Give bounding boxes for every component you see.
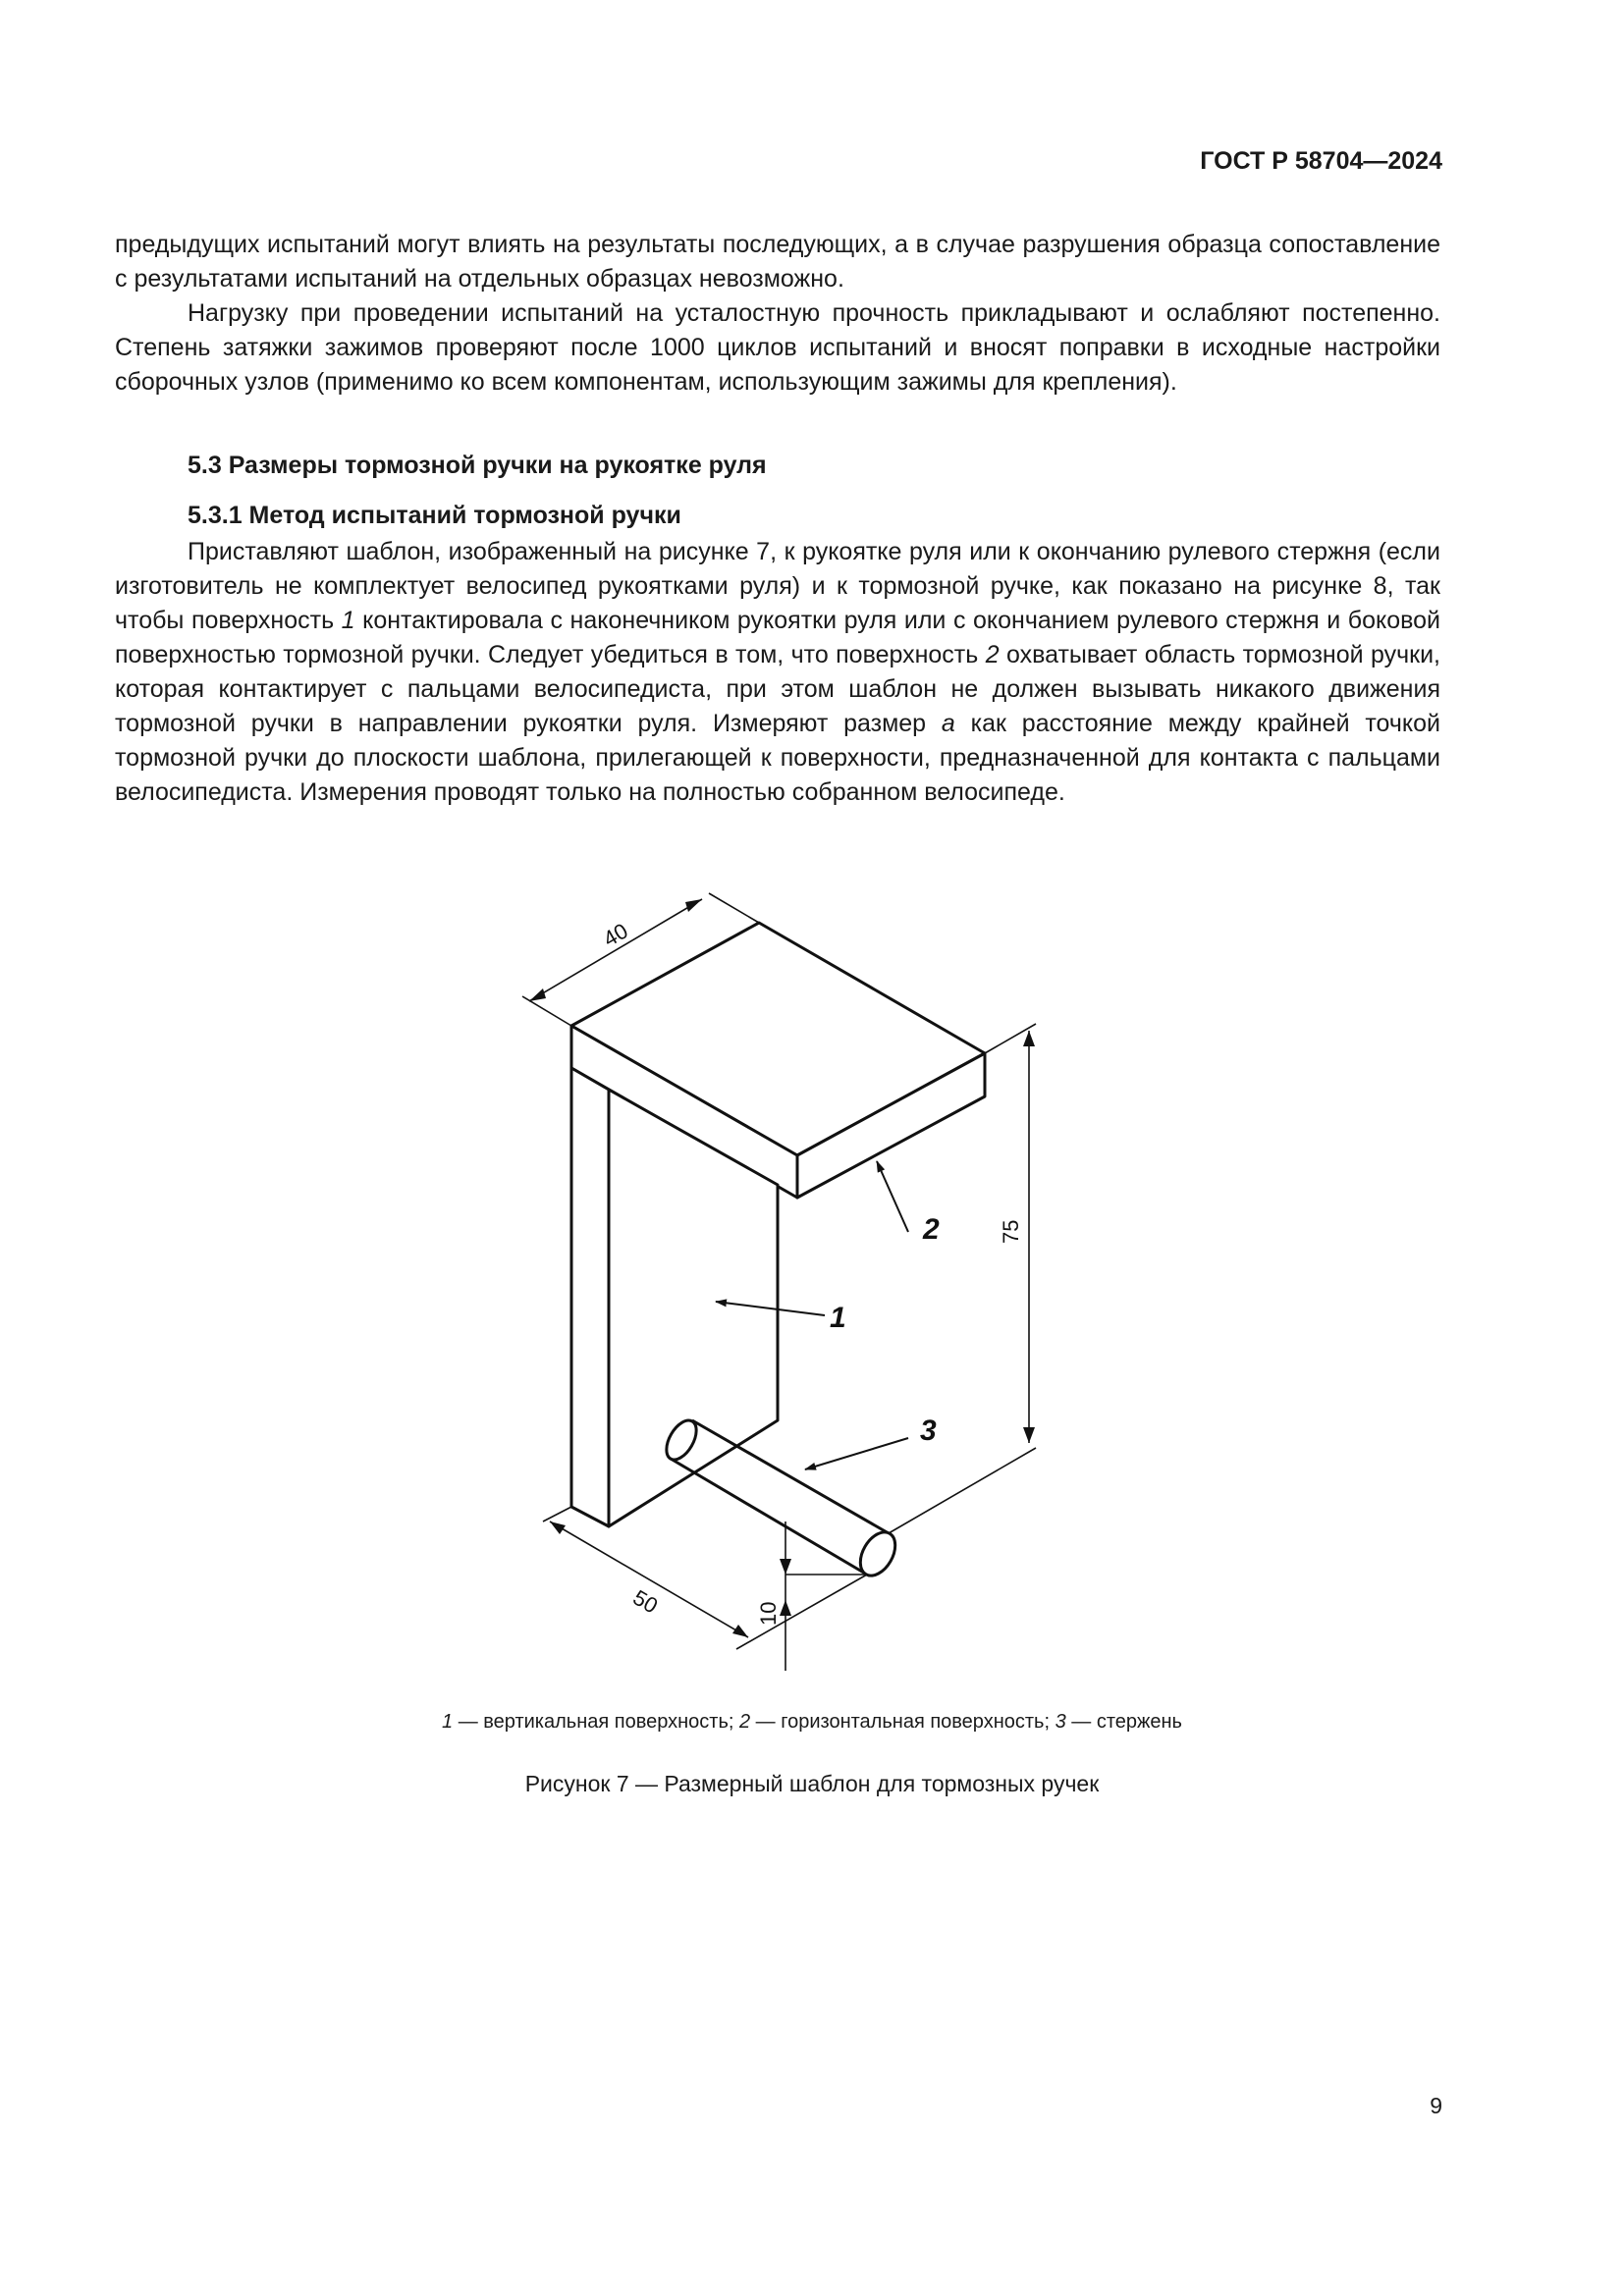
label-2: 2: [923, 1213, 940, 1246]
paragraph-continuation: [115, 228, 1440, 400]
paragraph-1: предыдущих испытаний могут влиять на результаты последующих, а в случае разрушения образца сопоставление с результатами испытаний на отдельных образцах невозможно.: [115, 231, 1440, 293]
label-3: 3: [920, 1415, 937, 1447]
dimension-40: 40: [599, 918, 632, 952]
document-header: ГОСТ Р 58704—2024: [1200, 147, 1442, 175]
paragraph-3: Приставляют шаблон, изображенный на рисунке 7, к рукоятке руля или к окончанию рулевого стержня (если изготовитель не комплектует велосипед рукоятками руля) и к тормозной ручке, как показано на рисунке 8, так чтобы поверхность 1 контактировала с наконечником рукоятки руля или с окончанием рулевого стержня и боковой поверхностью тормозной ручки. Следует убедиться в том, что поверхность 2 охватывает область тормозной ручки, которая контактирует с пальцами велосипедиста, при этом шаблон не должен вызывать никакого движения тормозной ручки в направлении рукоятки руля. Измеряют размер а как расстояние между крайней точкой тормозной ручки до плоскости шаблона, прилегающей к поверхности, предназначенной для контакта с пальцами велосипедиста. Измерения проводят только на полностью собранном велосипеде.: [115, 538, 1440, 806]
figure-legend: 1 — вертикальная поверхность; 2 — горизонтальная поверхность; 3 — стержень: [442, 1711, 1182, 1733]
dimension-10: 10: [756, 1601, 781, 1626]
rod-end-front: [853, 1526, 902, 1582]
paragraph-2: Нагрузку при проведении испытаний на усталостную прочность прикладывают и ослабляют постепенно. Степень затяжки зажимов проверяют после 1000 циклов испытаний и вносят поправки в исходные настройки сборочных узлов (применимо ко всем компонентам, использующим зажимы для крепления).: [115, 299, 1440, 396]
page-number: 9: [1430, 2093, 1442, 2118]
section-heading-5-3-1: 5.3.1 Метод испытаний тормозной ручки: [188, 502, 681, 529]
method-text: [115, 535, 1440, 810]
figure-caption: Рисунок 7 — Размерный шаблон для тормозных ручек: [524, 1771, 1100, 1796]
dimension-75: 75: [999, 1219, 1023, 1244]
figure-brake-lever-gauge: [491, 874, 1041, 1679]
vertical-plate-edge: [571, 1068, 609, 1526]
dimension-50: 50: [628, 1584, 663, 1619]
label-1: 1: [830, 1302, 846, 1334]
gauge-drawing: [491, 874, 1041, 1679]
section-heading-5-3: 5.3 Размеры тормозной ручки на рукоятке руля: [188, 452, 767, 479]
